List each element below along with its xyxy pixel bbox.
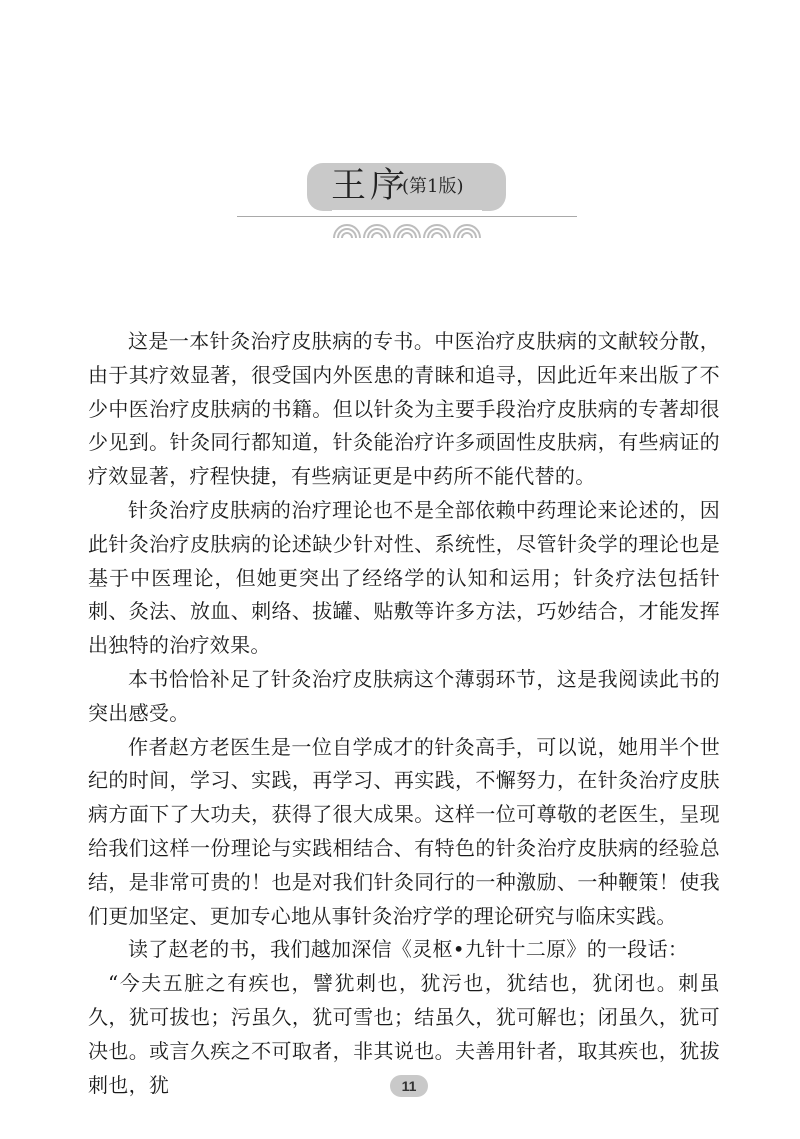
wave-ornament-icon <box>332 210 482 240</box>
paragraph: 作者赵方老医生是一位自学成才的针灸高手，可以说，她用半个世纪的时间，学习、实践，再学习、再实践，不懈努力，在针灸治疗皮肤病方面下了大功夫，获得了很大成果。这样一位可尊敬的老医生，呈现给我们这样一份理论与实践相结合、有特色的针灸治疗皮肤病的经验总结，是非常可贵的！也是对我们针灸同行的一种激励、一种鞭策！使我们更加坚定、更加专心地从事针灸治疗学的理论研究与临床实践。 <box>88 734 720 928</box>
paragraph: 读了赵老的书，我们越加深信《灵枢•九针十二原》的一段话： <box>128 937 689 962</box>
chapter-title: 王序 <box>331 166 410 206</box>
paragraph: 这是一本针灸治疗皮肤病的专书。中医治疗皮肤病的文献较分散，由于其疗效显著，很受国内外医患的青睐和追寻，因此近年来出版了不少中医治疗皮肤病的书籍。但以针灸为主要手段治疗皮肤病的专著却很少见到。针灸同行都知道，针灸能治疗许多顽固性皮肤病，有些病证的疗效显著，疗程快捷，有些病证更是中药所不能代替的。 <box>88 329 720 489</box>
paragraph: 本书恰恰补足了针灸治疗皮肤病这个薄弱环节，这是我阅读此书的突出感受。 <box>88 666 720 725</box>
paragraph: 针灸治疗皮肤病的治疗理论也不是全部依赖中药理论来论述的，因此针灸治疗皮肤病的论述缺少针对性、系统性，尽管针灸学的理论也是基于中医理论，但她更突出了经络学的认知和运用；针灸疗法包括针刺、灸法、放血、刺络、拔罐、贴敷等许多方法，巧妙结合，才能发挥出独特的治疗效果。 <box>88 497 720 658</box>
page-number: 11 <box>390 1075 428 1097</box>
chapter-title-banner <box>307 163 506 211</box>
preface-body <box>88 325 720 1102</box>
quotation-paragraph: “今夫五脏之有疾也，譬犹刺也，犹污也，犹结也，犹闭也。刺虽久，犹可拔也；污虽久，犹可雪也；结虽久，犹可解也；闭虽久，犹可决也。或言久疾之不可取者，非其说也。夫善用针者，取其疾也，犹拔刺也，犹 <box>88 971 720 1097</box>
chapter-subtitle: (第1版) <box>402 176 464 197</box>
